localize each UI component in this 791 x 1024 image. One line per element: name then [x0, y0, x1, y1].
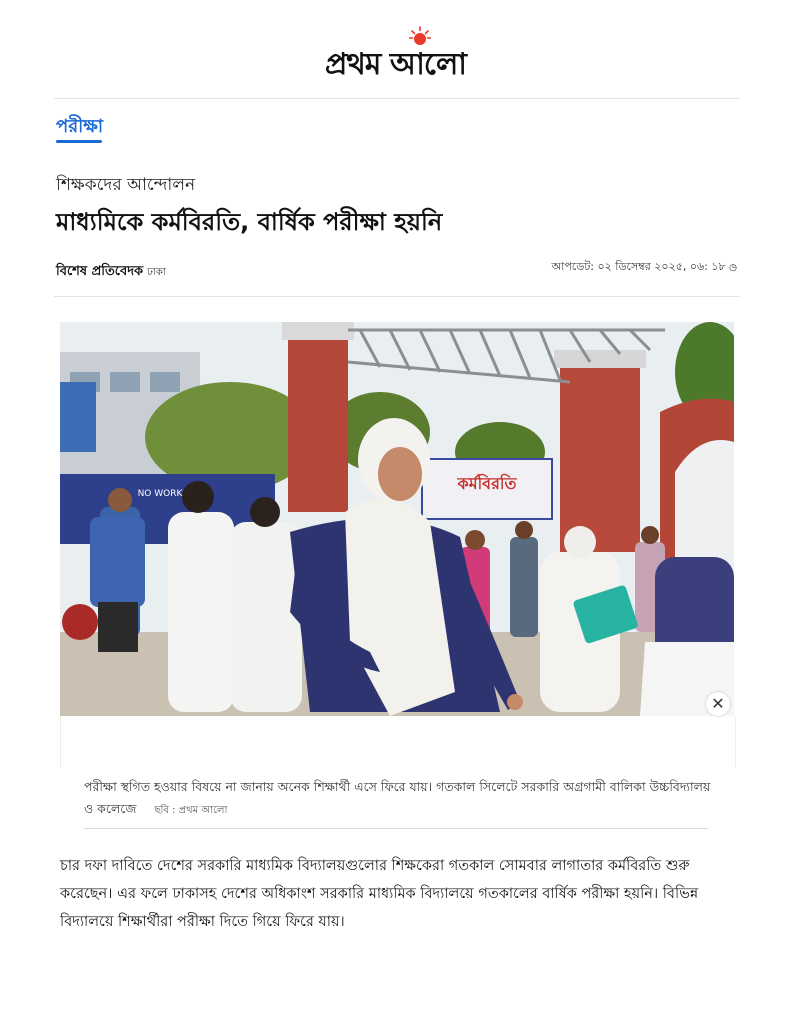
updated-timestamp: [552, 258, 738, 277]
clock-icon: ◷: [729, 263, 737, 273]
caption-text: পরীক্ষা স্থগিত হওয়ার বিষয়ে না জানায় অনেক শিক্ষার্থী এসে ফিরে যায়। গতকাল সিলেটে সরকারি অগ্রগামী বালিকা উচ্চবিদ্যালয় ও কলেজে: [84, 779, 711, 816]
author-location: ঢাকা: [147, 267, 166, 278]
divider: [54, 98, 740, 99]
ad-placeholder: [60, 716, 736, 768]
logo-wordmark: প্রথম আলো: [324, 47, 467, 82]
close-ad-button[interactable]: ✕: [706, 692, 730, 716]
updated-text: আপডেট: ০২ ডিসেম্বর ২০২৫, ০৬: ১৮: [551, 260, 726, 273]
sun-logo-icon: [409, 26, 431, 48]
section-link[interactable]: পরীক্ষা: [56, 116, 104, 137]
author-name[interactable]: বিশেষ প্রতিবেদক: [56, 264, 144, 279]
article-photo: [60, 322, 734, 716]
left-banner-text: NO WORK: [137, 489, 183, 499]
article-body: চার দফা দাবিতে দেশের সরকারি মাধ্যমিক বিদ্যালয়গুলোর শিক্ষকেরা গতকাল সোমবার লাগাতার কর্মবিরতি শুরু করেছেন। এর ফলে ঢাকাসহ দেশের অধিকাংশ সরকারি মাধ্যমিক বিদ্যালয়ে গতকালের বার্ষিক পরীক্ষা হয়নি। বিভিন্ন বিদ্যালয়ে শিক্ষার্থীরা পরীক্ষা দিতে গিয়ে ফিরে যায়।: [60, 858, 699, 930]
section-underline: [56, 140, 102, 143]
masthead: [0, 30, 791, 90]
divider: [54, 296, 740, 297]
prothom-alo-logo[interactable]: [325, 40, 466, 91]
photo-caption: [84, 776, 714, 822]
article-kicker: শিক্ষকদের আন্দোলন: [56, 175, 196, 195]
photo-credit: ছবি : প্রথম আলো: [154, 805, 228, 816]
strike-banner-text: কর্মবিরতি: [457, 474, 517, 493]
photo-illustration: [60, 322, 734, 716]
divider: [84, 828, 708, 829]
byline: [56, 262, 166, 283]
article-headline: মাধ্যমিকে কর্মবিরতি, বার্ষিক পরীক্ষা হয়নি: [56, 208, 443, 236]
